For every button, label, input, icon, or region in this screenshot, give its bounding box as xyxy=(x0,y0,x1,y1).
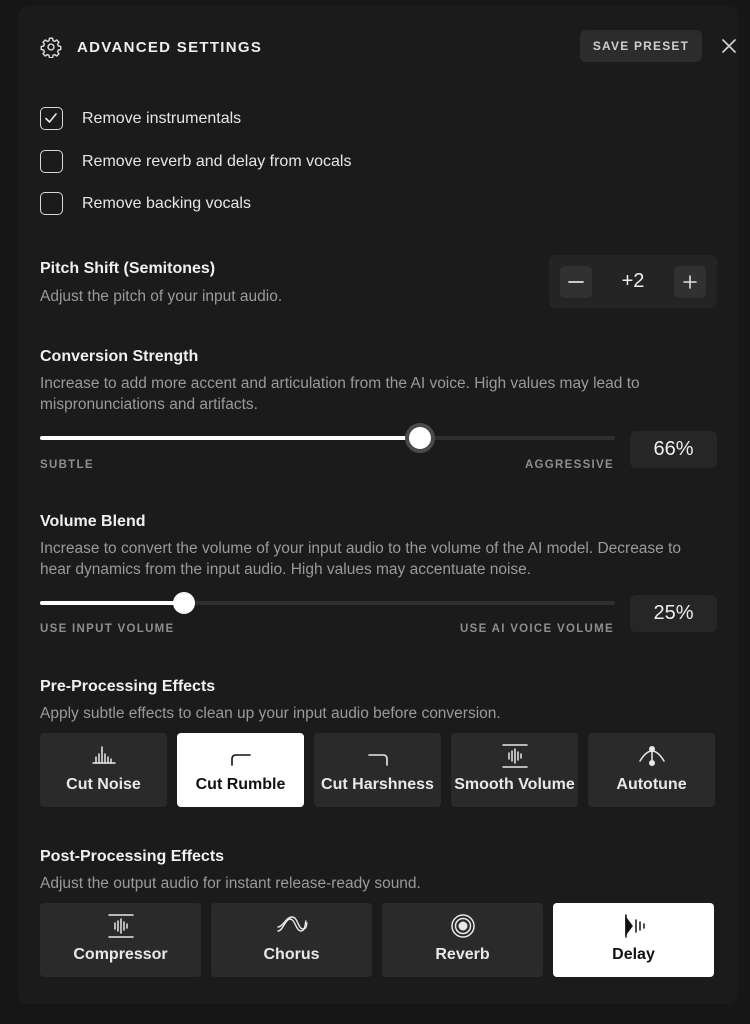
slider-fill xyxy=(40,436,420,440)
panel-title: ADVANCED SETTINGS xyxy=(77,39,263,56)
slider-max-label: AGGRESSIVE xyxy=(524,459,614,471)
pitch-shift-title: Pitch Shift (Semitones) xyxy=(40,260,216,277)
effect-label: Compressor xyxy=(73,946,168,963)
slider-thumb[interactable] xyxy=(409,427,431,449)
effect-label: Reverb xyxy=(435,946,490,963)
checkbox-checked[interactable] xyxy=(40,107,63,130)
effect-label: Cut Harshness xyxy=(321,776,434,793)
checkbox-label: Remove backing vocals xyxy=(82,195,251,212)
pitch-shift-stepper xyxy=(549,255,717,308)
close-icon[interactable] xyxy=(720,37,738,55)
compressor-icon xyxy=(108,913,134,939)
decrement-button[interactable] xyxy=(560,266,592,298)
pitch-shift-value: +2 xyxy=(621,270,645,292)
volume-blend-title: Volume Blend xyxy=(40,513,146,530)
effect-cut-rumble[interactable] xyxy=(177,733,304,807)
effect-reverb[interactable] xyxy=(382,903,543,977)
plus-icon xyxy=(674,266,706,298)
effect-smooth-volume[interactable] xyxy=(451,733,578,807)
effect-label: Chorus xyxy=(263,946,320,963)
slider-fill xyxy=(40,601,184,605)
check-icon xyxy=(44,111,58,125)
slider-min-label: SUBTLE xyxy=(40,459,94,471)
checkbox-label: Remove reverb and delay from vocals xyxy=(82,153,352,170)
effect-compressor[interactable] xyxy=(40,903,201,977)
effect-chorus[interactable] xyxy=(211,903,372,977)
reverb-rings-icon xyxy=(450,913,476,939)
pre-processing-effects xyxy=(40,733,715,807)
slider-min-label: USE INPUT VOLUME xyxy=(40,623,175,635)
volume-blend-value: 25% xyxy=(630,595,717,632)
pre-processing-description: Apply subtle effects to clean up your input audio before conversion. xyxy=(40,705,501,722)
advanced-settings-panel xyxy=(18,6,738,1004)
increment-button[interactable] xyxy=(674,266,706,298)
save-preset-button[interactable]: SAVE PRESET xyxy=(580,30,702,62)
compressor-icon xyxy=(502,743,528,769)
volume-blend-slider[interactable] xyxy=(40,591,615,615)
slider-max-label: USE AI VOICE VOLUME xyxy=(460,623,614,635)
effect-autotune[interactable] xyxy=(588,733,715,807)
gear-icon xyxy=(40,36,62,58)
effect-cut-harshness[interactable] xyxy=(314,733,441,807)
autotune-icon xyxy=(637,743,667,769)
effect-label: Cut Noise xyxy=(66,776,141,793)
conversion-strength-value: 66% xyxy=(630,431,717,468)
effect-cut-noise[interactable] xyxy=(40,733,167,807)
pre-processing-title: Pre-Processing Effects xyxy=(40,678,216,695)
noise-filter-icon xyxy=(91,743,117,769)
slider-thumb[interactable] xyxy=(173,592,195,614)
chorus-wave-icon xyxy=(276,913,308,939)
checkbox-unchecked[interactable] xyxy=(40,192,63,215)
pitch-shift-description: Adjust the pitch of your input audio. xyxy=(40,288,283,305)
conversion-strength-slider[interactable] xyxy=(40,426,615,450)
conversion-strength-description: Increase to add more accent and articulation from the AI voice. High values may lead to mispronunciations and artifacts. xyxy=(40,375,640,413)
volume-blend-description: Increase to convert the volume of your input audio to the volume of the AI model. Decrease to hear dynamics from the input audio. High values may accentuate noise. xyxy=(40,540,682,578)
minus-icon xyxy=(560,266,592,298)
delay-icon xyxy=(621,913,647,939)
checkbox-unchecked[interactable] xyxy=(40,150,63,173)
effect-label: Delay xyxy=(612,946,655,963)
high-pass-icon xyxy=(228,743,254,769)
checkbox-label: Remove instrumentals xyxy=(82,110,242,127)
effect-label: Cut Rumble xyxy=(195,776,286,793)
low-pass-icon xyxy=(365,743,391,769)
effect-label: Smooth Volume xyxy=(454,776,575,793)
post-processing-effects xyxy=(40,903,714,977)
effect-delay[interactable] xyxy=(553,903,714,977)
post-processing-title: Post-Processing Effects xyxy=(40,848,225,865)
conversion-strength-title: Conversion Strength xyxy=(40,348,199,365)
post-processing-description: Adjust the output audio for instant release-ready sound. xyxy=(40,875,421,892)
effect-label: Autotune xyxy=(616,776,687,793)
panel-header xyxy=(40,30,716,66)
